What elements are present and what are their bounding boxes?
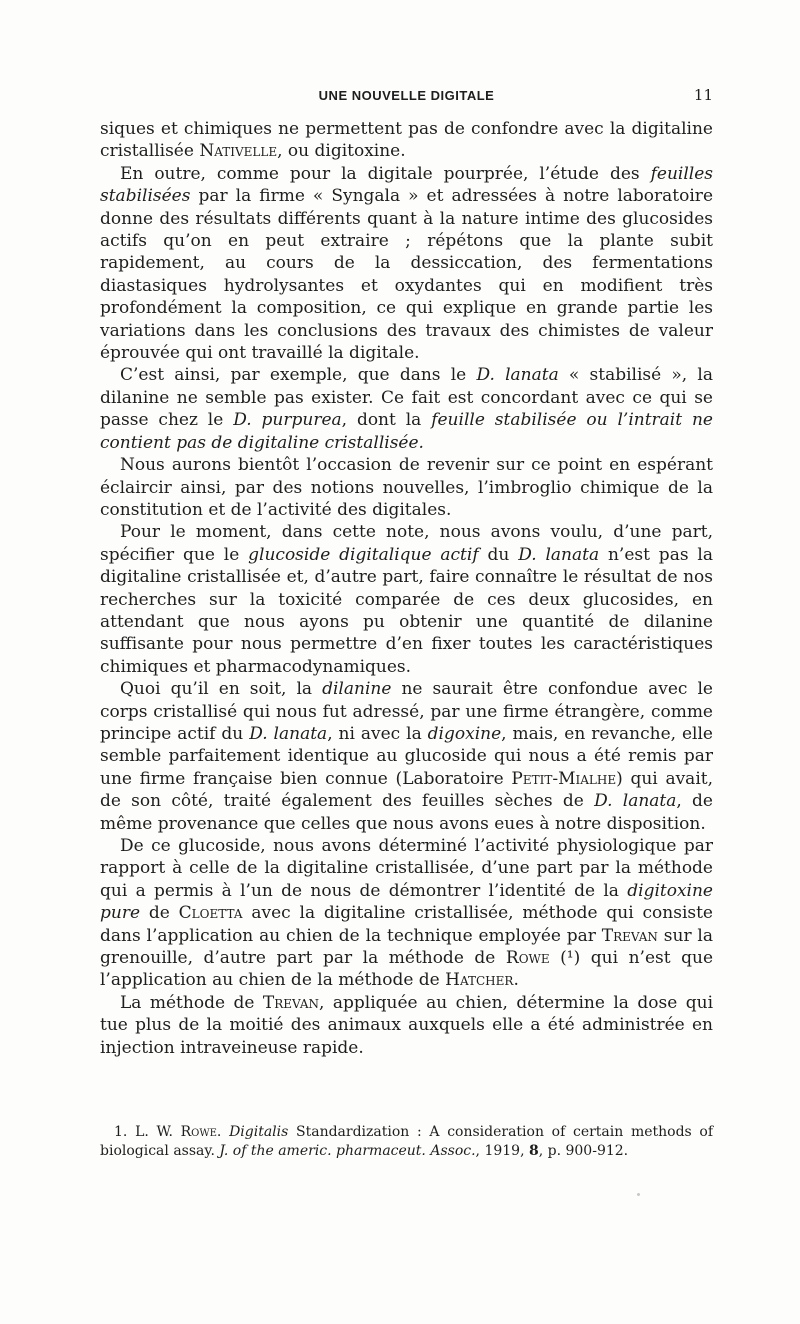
text-run: qui n’est que l’application au chien de la méthode de — [100, 948, 714, 991]
paper-speck — [637, 1193, 640, 1196]
text-run: de — [140, 903, 179, 924]
text-run: , ou digitoxine. — [277, 141, 406, 162]
footnote-1 — [100, 1123, 713, 1161]
text-run: . — [513, 970, 519, 991]
text-run: avec la digitaline cristallisée, méthode qui consiste dans l’application au chien de la technique employée par — [100, 903, 713, 946]
text-run: n’est pas la digitaline cristallisée et, d’autre part, faire connaître le résultat de nos recherches sur la toxicité comparée de ces deux glucosides, en attendant que nous ayons pu obtenir une quantité de dilanine suffisante pour nous permettre d’en fixer toutes les caractéristiques chimiques et pharmacodynamiques. — [100, 544, 713, 677]
text-run: du — [478, 544, 519, 565]
italic-term: feuilles stabilisées — [100, 163, 713, 207]
italic-term: D. lanata — [518, 544, 600, 565]
italic-term: D. lanata — [594, 791, 677, 812]
footnote-volume: 8 — [528, 1143, 539, 1159]
text-run: Nous aurons bientôt l’occasion de revenir sur ce point en espérant éclaircir ainsi, par des notions nouvelles, l’imbroglio chimique de la constitution et de l’activité des digitales. — [100, 455, 713, 520]
author-name: Trevan — [262, 992, 320, 1013]
paragraph-4 — [100, 454, 713, 521]
footnotes — [100, 1123, 713, 1161]
running-title: UNE NOUVELLE DIGITALE — [318, 88, 495, 103]
text-run: , p. 900-912. — [538, 1143, 629, 1159]
paragraph-8 — [100, 992, 713, 1059]
text-run: C’est ainsi, par exemple, que dans le — [120, 365, 477, 386]
text-run: En outre, comme pour la digitale pourprée, l’étude des — [120, 163, 651, 184]
text-run: ne saurait être confondue avec le corps cristallisé qui nous fut adressé, par une firme étrangère, comme principe actif du — [100, 679, 713, 744]
running-header — [100, 86, 713, 106]
text-run: , appliquée au chien, détermine la dose qui tue plus de la moitié des animaux auxquels elle a été administrée en injection intraveineuse rapide. — [100, 992, 714, 1058]
paragraph-3 — [100, 364, 713, 454]
text-run: , de même provenance que celles que nous avons eues à notre disposition. — [100, 791, 713, 834]
text-run: Pour le moment, dans cette note, nous avons voulu, d’une part, spécifier que le — [100, 522, 713, 565]
italic-term: digoxine — [427, 723, 502, 744]
italic-term: D. purpurea — [233, 410, 342, 431]
text-run: Standardization : A consideration of certain methods of biological assay. — [100, 1124, 714, 1159]
text-run: par la firme « Syngala » et adressées à notre laboratoire donne des résultats différents quant à la nature intime des glucosides actifs qu’on en peut extraire ; répétons que la plante subit rapidement, au cours de la dessiccation, des fermentations diastasiques hydrolysantes et oxydantes qui en modifient très profondément la composition, ce qui explique en grande partie les variations dans les conclusions des travaux des chimistes de valeur éprouvée qui ont travaillé la digitale. — [100, 186, 713, 364]
text-run: , 1919, — [475, 1143, 529, 1159]
paragraph-6 — [100, 678, 713, 835]
text-run: , dont la — [341, 410, 432, 431]
text-run: Quoi qu’il en soit, la — [120, 679, 323, 700]
italic-term: dilanine — [322, 679, 392, 700]
body-text — [100, 118, 713, 1059]
author-name: Trevan — [601, 925, 658, 946]
italic-term: glucoside digitalique actif — [248, 544, 479, 565]
author-name: Nativelle — [199, 141, 278, 162]
footnote-reference: (¹) — [560, 948, 581, 969]
text-run: siques et chimiques ne permettent pas de confondre avec la digitaline cristallisée — [100, 119, 713, 162]
page-number: 11 — [693, 86, 713, 104]
author-name: Cloetta — [178, 903, 243, 924]
italic-term: digitoxine pure — [100, 880, 713, 924]
text-run: sur la grenouille, d’autre part par la méthode de — [100, 925, 713, 969]
paragraph-2 — [100, 163, 713, 365]
author-name: Hatcher — [445, 970, 514, 991]
paragraph-5 — [100, 521, 713, 678]
footnote-number: 1. — [114, 1124, 128, 1140]
footnote-author: L. W. Rowe. — [135, 1124, 222, 1140]
italic-term: D. lanata — [476, 365, 559, 386]
text-run: La méthode de — [120, 992, 263, 1013]
italic-term: D. lanata — [249, 723, 328, 744]
text-run: De ce glucoside, nous avons déterminé l’activité physiologique par rapport à celle de la digitaline cristallisée, d’une part par la méthode qui a permis à l’un de nous de démontrer l’identité de la — [100, 836, 713, 901]
footnote-title: Digitalis — [229, 1124, 289, 1140]
paragraph-1 — [100, 118, 713, 163]
text-run: , ni avec la — [327, 723, 428, 744]
text-run: , mais, en revanche, elle semble parfaitement identique au glucoside qui nous a été remis par une firme française bien connue (Laboratoire — [100, 723, 713, 789]
footnote-journal: J. of the americ. pharmaceut. Assoc. — [219, 1143, 476, 1159]
text-run: ) qui avait, de son côté, traité également des feuilles sèches de — [100, 768, 713, 812]
italic-term: feuille stabilisée ou l’intrait ne contient pas de digitaline cristallisée. — [100, 410, 713, 453]
text-run: « stabilisé », la dilanine ne semble pas exister. Ce fait est concordant avec ce qui se passe chez le — [100, 365, 713, 431]
paragraph-7 — [100, 835, 713, 992]
lab-name: Petit-Mialhe — [511, 768, 617, 789]
author-name: Rowe — [505, 948, 550, 969]
